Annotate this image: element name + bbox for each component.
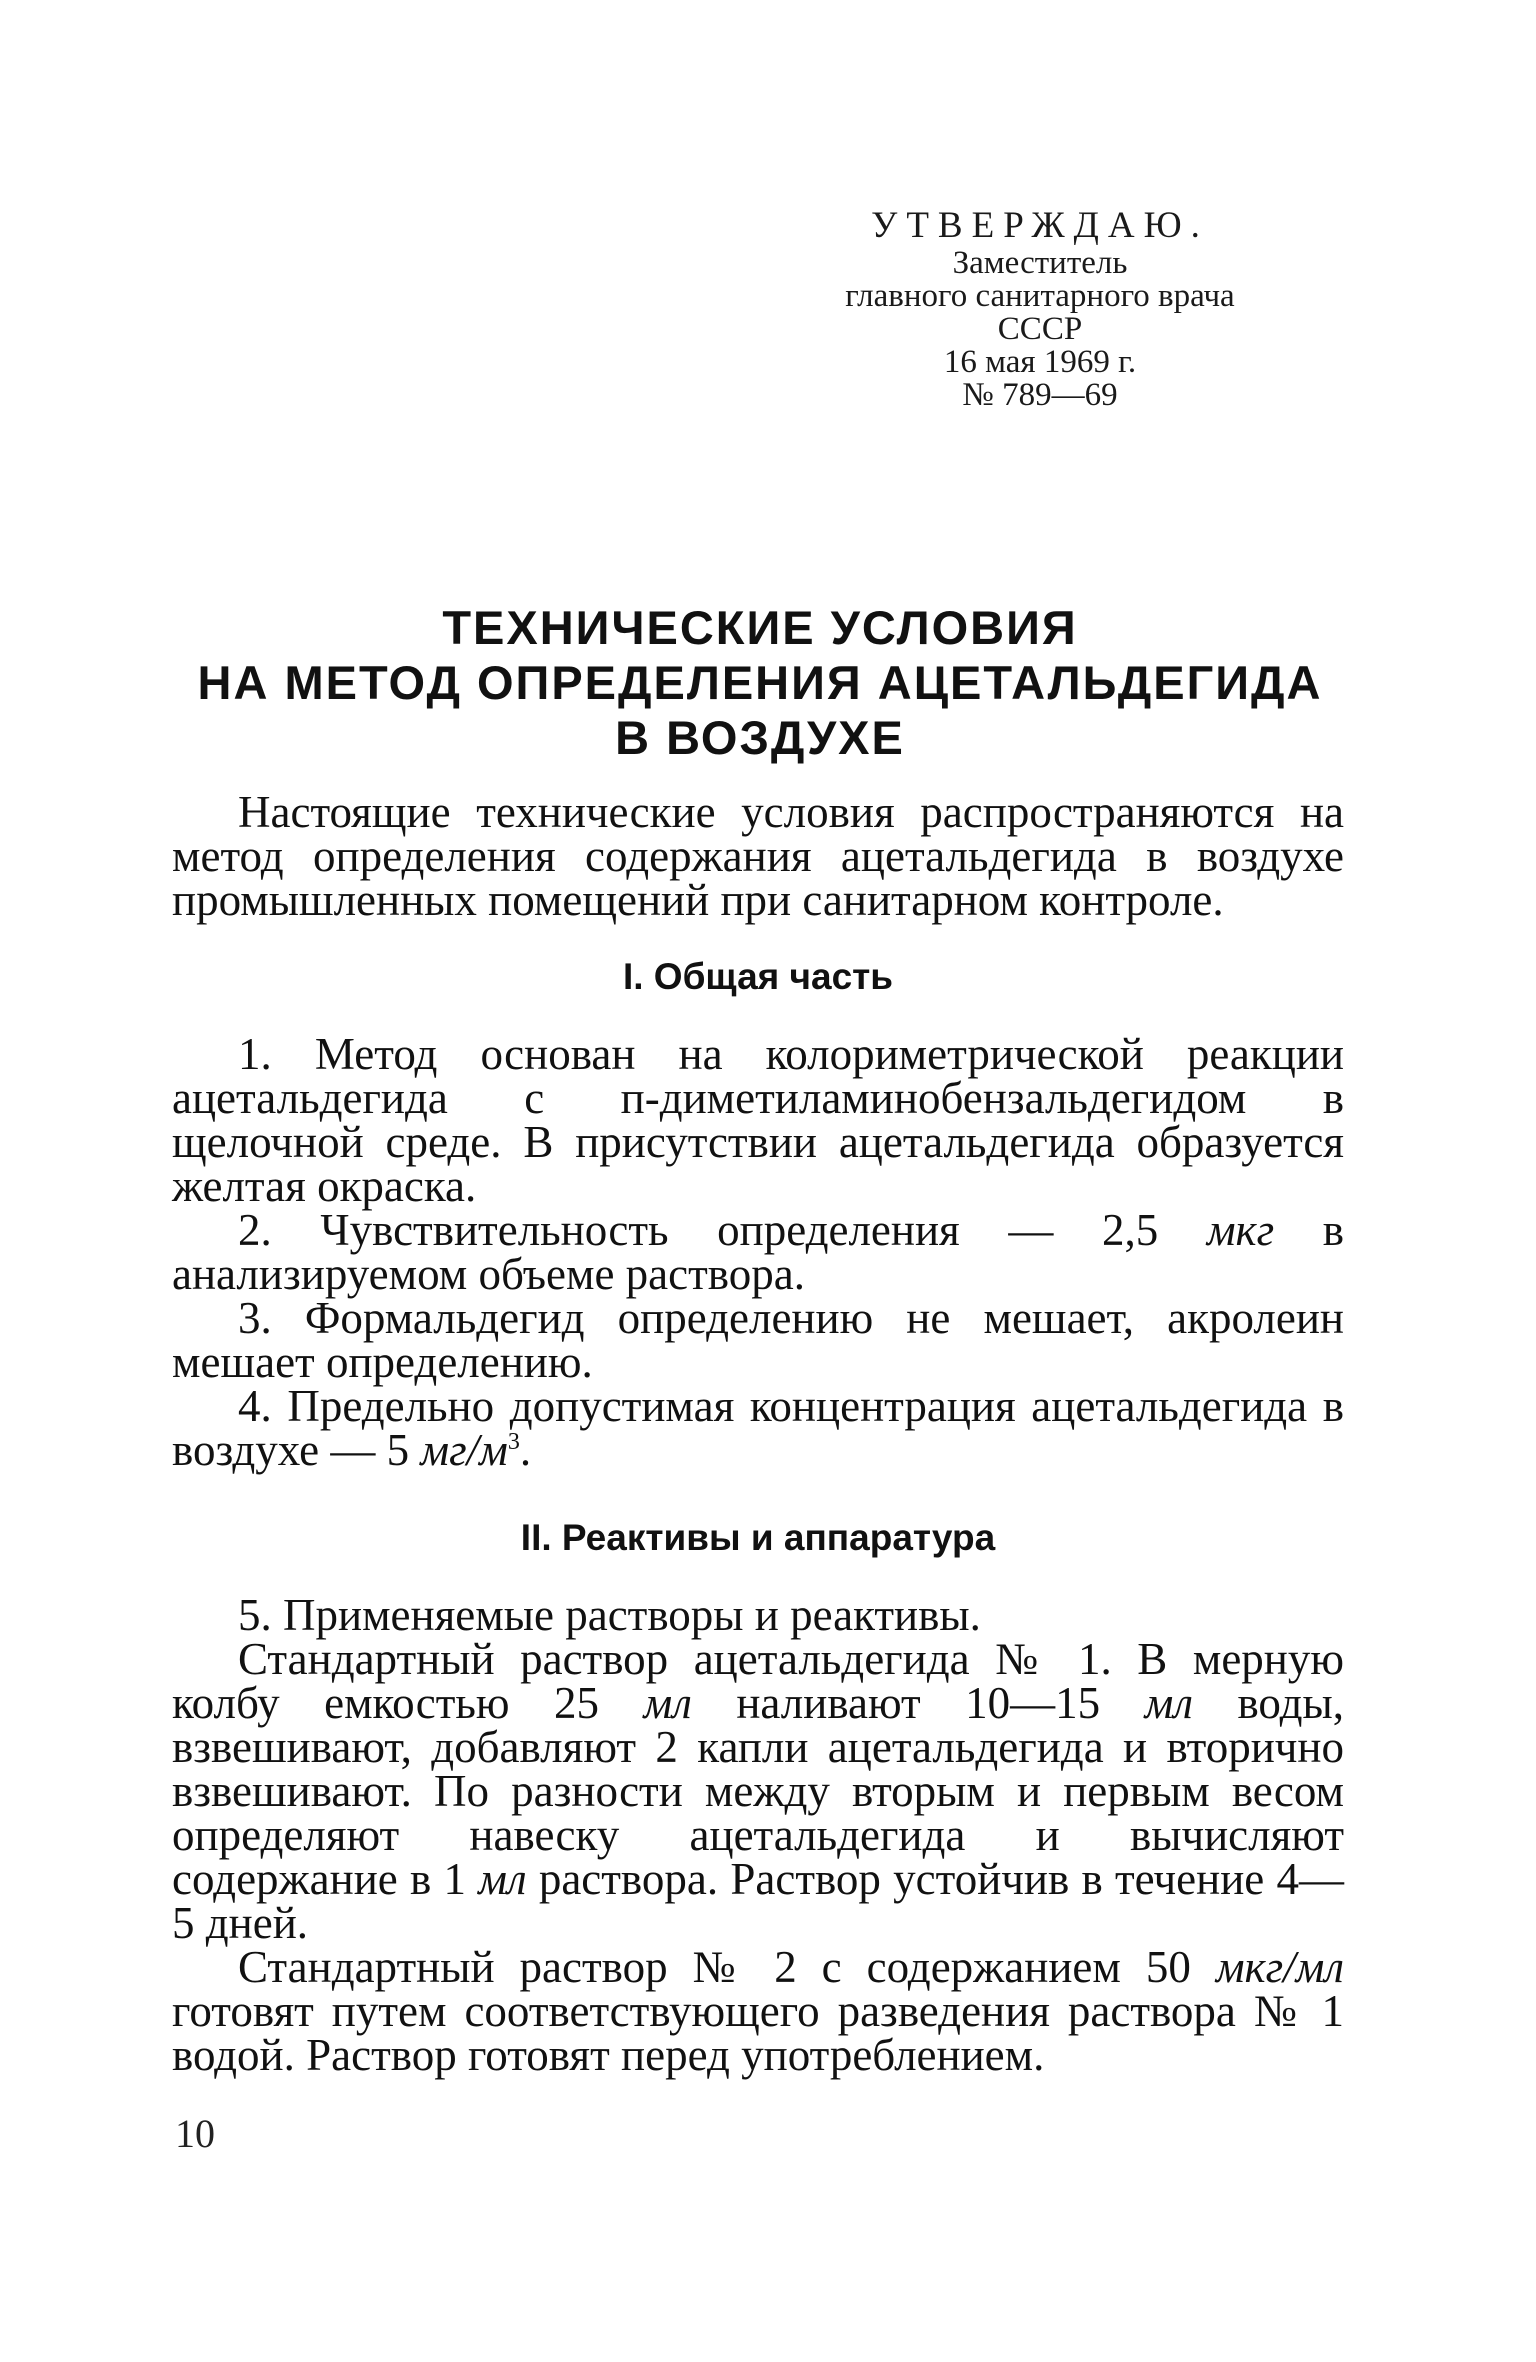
approval-stamp [760, 205, 1320, 412]
sol2-unit: мкг/мл [1215, 1942, 1344, 1992]
approval-date: 16 мая 1969 г. [943, 344, 1137, 380]
intro-paragraph: Настоящие технические условия распространяются на метод определения содержания ацетальдегида в воздухе промышленных помещений при санитарном контроле. [172, 787, 1344, 925]
page-number: 10 [175, 2111, 215, 2156]
sol1-unit-2: мл [1144, 1678, 1193, 1728]
section-1-heading: I. Общая часть [622, 956, 894, 997]
sol1-unit-3: мл [478, 1854, 527, 1904]
document-body [172, 787, 1344, 2080]
item-4-unit: мг/м [420, 1425, 508, 1475]
item-3-paragraph: 3. Формальдегид определению не мешает, акролеин мешает определению. [172, 1293, 1344, 1387]
sol1-text-c: воды, взвешивают, добавляют 2 капли ацетальдегида и вторично взвешивают. По разности между вторым и первым весом определяют навеску ацетальдегида и вычисляют содержание в 1 [172, 1678, 1344, 1904]
sol1-text-b: наливают 10—15 [691, 1678, 1145, 1728]
sol1-text-d: раствора. Раствор устойчив в течение 4—5 дней. [172, 1854, 1344, 1948]
item-4-superscript: 3 [507, 1429, 520, 1455]
approval-position: Заместитель [952, 245, 1128, 281]
item-1-paragraph: 1. Метод основан на колориметрической реакции ацетальдегида с п-диметиламинобензальдегидом в щелочной среде. В присутствии ацетальдегида образуется желтая окраска. [172, 1029, 1344, 1211]
title-line-2: НА МЕТОД ОПРЕДЕЛЕНИЯ АЦЕТАЛЬДЕГИДА [197, 656, 1323, 709]
approval-country: СССР [997, 311, 1083, 347]
title-line-3: В ВОЗДУХЕ [615, 711, 905, 764]
standard-solution-1-paragraph [172, 1634, 1344, 1948]
approval-position-line2: главного санитарного врача [845, 278, 1235, 314]
item-2-text: 2. Чувствительность определения — 2,5 [238, 1205, 1207, 1255]
approval-number: № 789—69 [962, 377, 1118, 413]
section-2-heading: II. Реактивы и аппаратура [520, 1517, 996, 1558]
document-title [160, 600, 1360, 765]
sol1-unit-1: мл [643, 1678, 692, 1728]
sol1-text-a: Стандартный раствор ацетальдегида № 1. В мерную колбу емкостью 25 [172, 1634, 1344, 1728]
item-2-paragraph [172, 1205, 1344, 1299]
sol2-text-b: готовят путем соответствующего разведения раствора № 1 водой. Раствор готовят перед употреблением. [172, 1986, 1344, 2080]
sol2-text-a: Стандартный раствор № 2 с содержанием 50 [238, 1942, 1216, 1992]
approval-heading: УТВЕРЖДАЮ. [871, 205, 1209, 246]
item-2-unit: мкг [1206, 1205, 1275, 1255]
item-4-paragraph [172, 1381, 1344, 1475]
item-4-text: 4. Предельно допустимая концентрация ацетальдегида в воздухе — 5 [172, 1381, 1344, 1475]
item-2-text-end: в анализируемом объеме раствора. [172, 1205, 1344, 1299]
item-5-paragraph: 5. Применяемые растворы и реактивы. [238, 1590, 981, 1640]
standard-solution-2-paragraph [172, 1942, 1344, 2080]
title-line-1: ТЕХНИЧЕСКИЕ УСЛОВИЯ [442, 601, 1078, 654]
item-4-period: . [519, 1425, 532, 1475]
